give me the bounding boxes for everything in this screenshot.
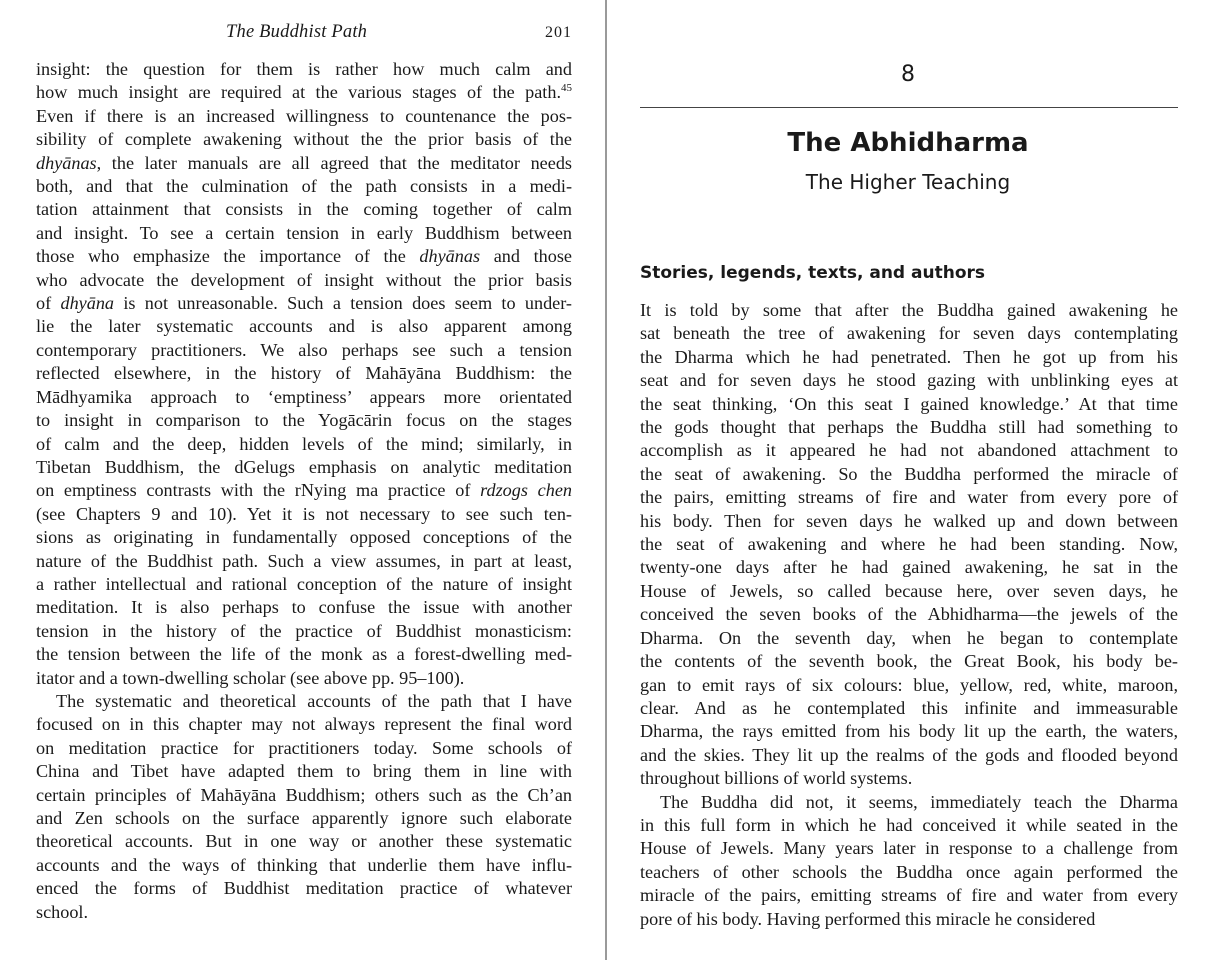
section-heading: Stories, legends, texts, and authors	[640, 263, 985, 283]
text-line: The Buddha did not, it seems, immediately teach the Dharma	[660, 791, 1178, 812]
right-body-text	[640, 299, 1178, 931]
text-line: miracle of the pairs, emitting streams of fire and water from every	[640, 885, 1178, 906]
right-page	[606, 0, 1210, 960]
text-line: on emptiness contrasts with the rNying ma practice of rdzogs chen	[36, 480, 573, 501]
text-line: tation attainment that consists in the coming together of calm	[36, 199, 572, 220]
running-head	[36, 22, 572, 46]
text-line: contemporary practitioners. We also perhaps see such a tension	[36, 339, 572, 360]
text-line: sibility of complete awakening without the the prior basis of the	[36, 129, 572, 150]
text-line: nature of the Buddhist path. Such a view assumes, in part at least,	[36, 550, 572, 571]
text-line: and insight. To see a certain tension in early Buddhism between	[36, 222, 572, 243]
text-line: clear. And as he contemplated this infinite and immeasurable	[640, 697, 1178, 718]
text-line: conceived the seven books of the Abhidharma—the jewels of the	[640, 604, 1178, 625]
text-line: meditation. It is also perhaps to confuse the issue with another	[36, 597, 572, 618]
chapter-title: The Abhidharma	[787, 128, 1029, 158]
text-line: seat and for seven days he stood gazing with unblinking eyes at	[640, 370, 1178, 391]
text-line: itator and a town-dwelling scholar (see above pp. 95–100).	[36, 667, 465, 688]
text-line: Dharma. On the seventh day, when he began to contemplate	[640, 627, 1178, 648]
text-line: who advocate the development of insight without the prior basis	[36, 269, 572, 290]
page-number: 201	[545, 24, 572, 41]
text-line: It is told by some that after the Buddha gained awakening he	[640, 300, 1178, 320]
text-line: reflected elsewhere, in the history of Mahāyāna Buddhism: the	[36, 363, 572, 384]
text-line: tension in the history of the practice of Buddhist monasticism:	[36, 620, 572, 641]
text-line: Dharma, the rays emitted from his body lit up the earth, the waters,	[640, 721, 1178, 742]
text-line: the gods thought that perhaps the Buddha still had something to	[640, 417, 1178, 438]
chapter-subtitle: The Higher Teaching	[805, 170, 1011, 194]
text-line: a rather intellectual and rational conception of the nature of insight	[36, 573, 572, 594]
text-line: the contents of the seventh book, the Great Book, his body be-	[640, 651, 1178, 672]
running-title: The Buddhist Path	[226, 22, 368, 42]
left-body-text	[36, 58, 572, 924]
text-line: the seat thinking, ‘On this seat I gained knowledge.’ At that time	[640, 393, 1178, 414]
text-line: Tibetan Buddhism, the dGelugs emphasis on analytic meditation	[36, 456, 572, 477]
text-line: pore of his body. Having performed this miracle he considered	[640, 908, 1096, 929]
text-line: (see Chapters 9 and 10). Yet it is not necessary to see such ten-	[36, 503, 572, 524]
chapter-number: 8	[901, 62, 915, 87]
text-line: gan to emit rays of six colours: blue, yellow, red, white, maroon,	[640, 674, 1178, 695]
text-line: Mādhyamika approach to ‘emptiness’ appears more orientated	[36, 386, 572, 407]
text-line: focused on in this chapter may not always represent the final word	[36, 714, 572, 735]
text-line: his body. Then for seven days he walked up and down between	[640, 510, 1178, 531]
text-line: the Dharma which he had penetrated. Then he got up from his	[640, 346, 1178, 367]
text-line: dhyānas, the later manuals are all agreed that the meditator needs	[36, 152, 572, 173]
text-line: of dhyāna is not unreasonable. Such a tension does seem to under-	[36, 293, 572, 314]
text-line: lie the later systematic accounts and is also apparent among	[36, 316, 572, 337]
text-line: of calm and the deep, hidden levels of the mind; similarly, in	[36, 433, 572, 454]
text-line: in this full form in which he had conceived it while seated in the	[640, 814, 1178, 835]
text-line: China and Tibet have adapted them to bring them in line with	[36, 761, 572, 782]
text-line: the tension between the life of the monk as a forest-dwelling med-	[36, 644, 572, 665]
text-line: how much insight are required at the various stages of the path.$^{45}$	[36, 82, 572, 103]
text-line: enced the forms of Buddhist meditation practice of whatever	[36, 878, 572, 899]
text-line: sat beneath the tree of awakening for seven days contemplating	[640, 323, 1178, 344]
text-line: the seat of awakening and where he had been standing. Now,	[640, 534, 1178, 555]
text-line: on meditation practice for practitioners today. Some schools of	[36, 737, 572, 758]
text-line: insight: the question for them is rather how much calm and	[36, 59, 572, 79]
text-line: to insight in comparison to the Yogācārin focus on the stages	[36, 410, 572, 431]
text-line: school.	[36, 901, 89, 922]
text-line: the pairs, emitting streams of fire and water from every pore of	[640, 487, 1178, 508]
text-line: The systematic and theoretical accounts of the path that I have	[56, 690, 572, 711]
text-line: House of Jewels, so called because here, over seven days, he	[640, 580, 1178, 601]
text-line: and Zen schools on the surface apparently ignore such elaborate	[36, 808, 572, 828]
text-line: sions as originating in fundamentally opposed conceptions of the	[36, 527, 572, 548]
text-line: theoretical accounts. But in one way or another these systematic	[36, 831, 572, 852]
text-line: twenty-one days after he had gained awakening, he sat in the	[640, 557, 1178, 578]
text-line: accomplish as it appeared he had not abandoned attachment to	[640, 440, 1178, 461]
text-line: throughout billions of world systems.	[640, 768, 913, 789]
text-line: and the skies. They lit up the realms of the gods and flooded beyond	[640, 744, 1178, 765]
text-line: those who emphasize the importance of the dhyānas and those	[36, 246, 572, 267]
footnote-ref: 45	[561, 82, 572, 95]
chapter-rule	[640, 107, 1178, 108]
text-line: certain principles of Mahāyāna Buddhism; others such as the Ch’an	[36, 784, 572, 805]
text-line: both, and that the culmination of the path consists in a medi-	[36, 176, 572, 197]
text-line: House of Jewels. Many years later in response to a challenge from	[640, 838, 1178, 859]
text-line: accounts and the ways of thinking that underlie them have influ-	[36, 854, 572, 875]
text-line: the seat of awakening. So the Buddha performed the miracle of	[640, 463, 1178, 484]
text-line: teachers of other schools the Buddha once again performed the	[640, 861, 1178, 882]
text-line: Even if there is an increased willingness to countenance the pos-	[36, 105, 572, 126]
